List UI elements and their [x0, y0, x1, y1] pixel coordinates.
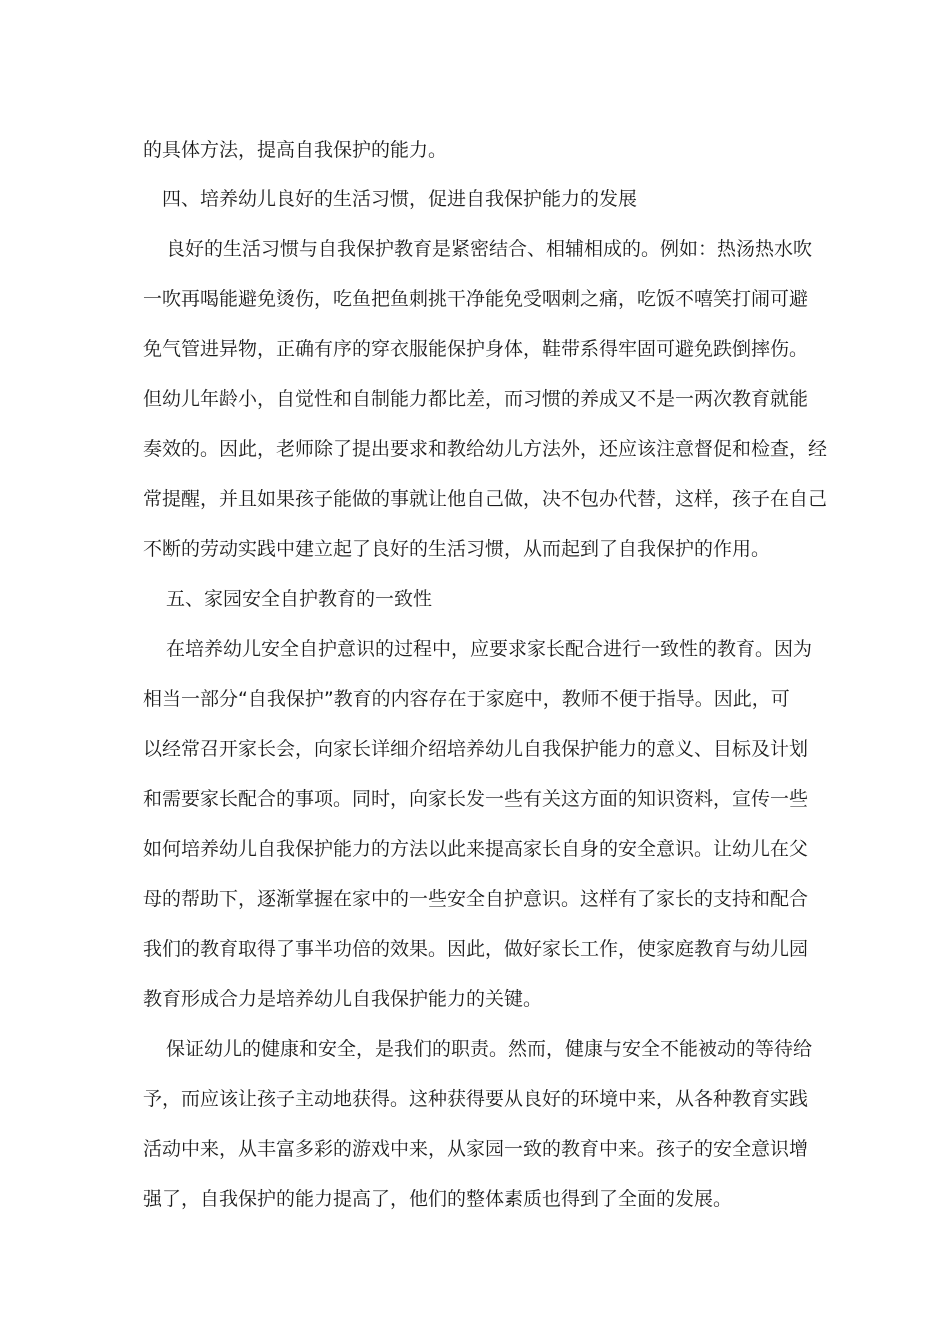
text-line: 但幼儿年龄小，自觉性和自制能力都比差，而习惯的养成又不是一两次教育就能 — [143, 388, 809, 410]
text-line: 强了，自我保护的能力提高了，他们的整体素质也得到了全面的发展。 — [143, 1188, 733, 1210]
text-line: 常提醒，并且如果孩子能做的事就让他自己做，决不包办代替，这样，孩子在自己 — [143, 488, 828, 510]
text-line: 一吹再喝能避免烫伤，吃鱼把鱼刺挑干净能免受咽刺之痛，吃饭不嘻笑打闹可避 — [143, 288, 809, 310]
section-heading: 五、家园安全自护教育的一致性 — [166, 588, 433, 610]
text-line: 予，而应该让孩子主动地获得。这种获得要从良好的环境中来，从各种教育实践 — [143, 1088, 809, 1110]
paragraph-first-line: 在培养幼儿安全自护意识的过程中，应要求家长配合进行一致性的教育。因为 — [166, 638, 813, 660]
text-line: 活动中来，从丰富多彩的游戏中来，从家园一致的教育中来。孩子的安全意识增 — [143, 1138, 809, 1160]
text-line: 的具体方法，提高自我保护的能力。 — [143, 139, 448, 161]
text-line: 不断的劳动实践中建立起了良好的生活习惯，从而起到了自我保护的作用。 — [143, 538, 771, 560]
text-line: 免气管进异物，正确有序的穿衣服能保护身体，鞋带系得牢固可避免跌倒摔伤。 — [143, 338, 809, 360]
text-line: 和需要家长配合的事项。同时，向家长发一些有关这方面的知识资料，宣传一些 — [143, 788, 809, 810]
section-heading: 四、培养幼儿良好的生活习惯，促进自我保护能力的发展 — [162, 188, 638, 210]
text-line: 我们的教育取得了事半功倍的效果。因此，做好家长工作，使家庭教育与幼儿园 — [143, 938, 809, 960]
text-line: 教育形成合力是培养幼儿自我保护能力的关键。 — [143, 988, 543, 1010]
text-line: 母的帮助下，逐渐掌握在家中的一些安全自护意识。这样有了家长的支持和配合 — [143, 888, 809, 910]
text-line: 以经常召开家长会，向家长详细介绍培养幼儿自我保护能力的意义、目标及计划 — [143, 738, 809, 760]
paragraph-first-line: 保证幼儿的健康和安全，是我们的职责。然而，健康与安全不能被动的等待给 — [166, 1038, 813, 1060]
text-line: 如何培养幼儿自我保护能力的方法以此来提高家长自身的安全意识。让幼儿在父 — [143, 838, 809, 860]
text-line: 相当一部分“自我保护”教育的内容存在于家庭中，教师不便于指导。因此，可 — [143, 688, 790, 710]
paragraph-first-line: 良好的生活习惯与自我保护教育是紧密结合、相辅相成的。例如：热汤热水吹 — [166, 238, 813, 260]
text-line: 奏效的。因此，老师除了提出要求和教给幼儿方法外，还应该注意督促和检查，经 — [143, 438, 828, 460]
